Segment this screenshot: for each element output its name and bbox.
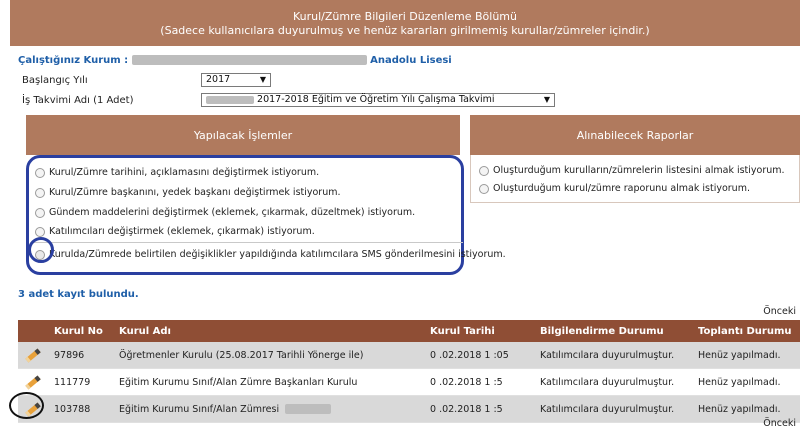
page-title: Kurul/Zümre Bilgileri Düzenleme Bölümü	[292, 10, 517, 23]
actions-panel	[26, 155, 506, 275]
calendar-label: İş Takvimi Adı (1 Adet)	[22, 95, 134, 106]
prev-page-link[interactable]: Önceki	[763, 418, 796, 429]
chevron-down-icon: ▼	[543, 95, 550, 104]
radio-button[interactable]	[35, 168, 45, 178]
action-option-agenda[interactable]: Gündem maddelerini değiştirmek (eklemek, çıkarmak, düzeltmek) istiyorum.	[35, 207, 415, 218]
results-table	[18, 320, 800, 423]
column-header[interactable]: Kurul Tarihi	[430, 325, 495, 337]
chevron-down-icon: ▼	[259, 75, 266, 84]
table-row[interactable]: 103788 Eğitim Kurumu Sınıf/Alan Zümresi 0 .02.2018 1 :5 Katılımcılara duyurulmuştur. Henüz yapılmadı.	[18, 396, 800, 423]
actions-panel-title: Yapılacak İşlemler	[26, 115, 460, 155]
start-year-select[interactable]	[201, 73, 271, 87]
redacted-name-part	[285, 404, 331, 414]
report-option-report[interactable]: Oluşturduğum kurul/zümre raporunu almak istiyorum.	[479, 183, 750, 194]
institution-info	[18, 55, 452, 66]
column-header[interactable]: Kurul No	[54, 325, 103, 337]
edit-pencil-icon[interactable]	[24, 342, 42, 368]
reports-panel-title: Alınabilecek Raporlar	[470, 115, 800, 155]
institution-label: Çalıştığınız Kurum :	[18, 55, 129, 66]
divider	[33, 242, 463, 243]
reports-panel	[470, 155, 800, 203]
result-count: 3 adet kayıt bulundu.	[18, 289, 139, 300]
action-option-sms[interactable]: Kurulda/Zümrede belirtilen değişiklikler yapıldığında katılımcılara SMS gönderilmesini istiyorum.	[35, 249, 506, 260]
report-option-list[interactable]: Oluşturduğum kurulların/zümrelerin listesini almak istiyorum.	[479, 165, 785, 176]
action-option-participants[interactable]: Katılımcıları değiştirmek (eklemek, çıkarmak) istiyorum.	[35, 226, 315, 237]
action-option-date[interactable]: Kurul/Zümre tarihini, açıklamasını değiştirmek istiyorum.	[35, 167, 319, 178]
calendar-select[interactable]	[201, 93, 555, 107]
radio-button[interactable]	[35, 188, 45, 198]
start-year-label: Başlangıç Yılı	[22, 75, 88, 86]
calendar-value: 2017-2018 Eğitim ve Öğretim Yılı Çalışma Takvimi	[257, 94, 495, 105]
redacted-calendar-prefix	[206, 96, 254, 104]
column-header[interactable]: Toplantı Durumu	[698, 325, 792, 337]
annotation-circle	[28, 237, 54, 263]
redacted-institution-name	[132, 55, 367, 65]
page-header	[10, 0, 800, 46]
page-subtitle: (Sadece kullanıcılara duyurulmuş ve henüz kararları girilmemiş kurullar/zümreler içindir.)	[160, 24, 650, 37]
action-option-chair[interactable]: Kurul/Zümre başkanını, yedek başkanı değiştirmek istiyorum.	[35, 187, 341, 198]
start-year-value: 2017	[206, 74, 231, 85]
radio-button[interactable]	[479, 184, 489, 194]
table-row[interactable]: 97896 Öğretmenler Kurulu (25.08.2017 Tarihli Yönerge ile) 0 .02.2018 1 :05 Katılımcılara duyurulmuştur. Henüz yapılmadı.	[18, 342, 800, 369]
institution-name-suffix: Anadolu Lisesi	[370, 55, 452, 66]
radio-button[interactable]	[479, 166, 489, 176]
radio-button[interactable]	[35, 208, 45, 218]
table-row[interactable]: 111779 Eğitim Kurumu Sınıf/Alan Zümre Başkanları Kurulu 0 .02.2018 1 :5 Katılımcılara duyurulmuştur. Henüz yapılmadı.	[18, 369, 800, 396]
radio-button[interactable]	[35, 227, 45, 237]
table-header	[18, 320, 800, 342]
column-header[interactable]: Bilgilendirme Durumu	[540, 325, 664, 337]
prev-page-link[interactable]: Önceki	[763, 306, 796, 317]
annotation-circle	[9, 392, 44, 419]
column-header[interactable]: Kurul Adı	[119, 325, 171, 337]
